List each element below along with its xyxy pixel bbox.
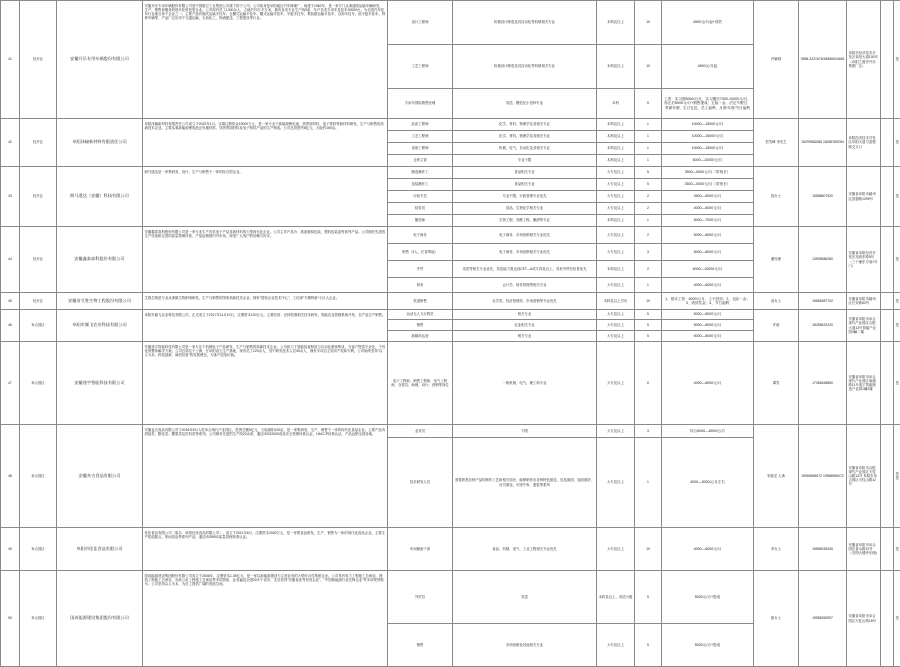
contact-person: 许威 <box>754 310 799 342</box>
job-education: 大专及以上 <box>597 624 635 667</box>
job-position: 销售 <box>388 624 453 667</box>
job-count: 1 <box>635 438 662 528</box>
job-major: 专业不限，行政管理专业优先 <box>453 191 597 203</box>
spacer-cell <box>881 227 894 293</box>
job-education: 本科及以上 <box>597 261 635 278</box>
job-position: 外贸 <box>388 261 453 278</box>
job-major: 专业不限 <box>453 155 597 167</box>
contact-phone: 15299962085 18255769254 <box>799 119 847 167</box>
job-education: 大专及以上 <box>597 310 635 320</box>
contact-phone: 15655387702 <box>799 293 847 310</box>
job-count: 6 <box>635 342 662 425</box>
company-area: 经开区 <box>20 119 57 167</box>
company-name: 国成能源建设集团股份有限公司 <box>57 571 143 667</box>
spacer-cell <box>881 310 894 342</box>
job-major: 需要熟悉各种产品的制作工艺和相关知识，能够制作出各种特色面包，包括面团、加面面饼、吐司面包、可颂牛角、蛋挞等系列 <box>453 438 597 528</box>
company-address: 安徽省阜阳市阜合园区香山路12号（安图大楼旁东侧) <box>847 528 881 571</box>
table-row <box>1 310 900 320</box>
job-count: 1 <box>635 143 662 155</box>
job-count: 5 <box>635 624 662 667</box>
company-description: 朗马遗达是一家集研发、设计、生产与销售于一体的综合型企业。 <box>143 167 388 227</box>
company-address: 安徽省阜阳市阜合现代产业园区合肥大道13号智能产业园4幢二楼 <box>847 310 881 342</box>
remark: 是 <box>894 293 900 310</box>
job-count: 1 <box>635 131 662 143</box>
job-education: 本科及以上 <box>597 131 635 143</box>
contact-person: 高女士 <box>754 293 799 310</box>
job-education: 本科 <box>597 89 635 119</box>
job-education: 大专及以上 <box>597 244 635 261</box>
company-address: 阜阳经济技术开发区阜阳大道与富强路交叉口 <box>847 119 881 167</box>
spacer-cell <box>881 1 894 119</box>
job-salary: 10000—15000元/月 <box>662 143 754 155</box>
job-education: 大专及以上 <box>597 191 635 203</box>
contact-person: 钱女士 <box>754 167 799 227</box>
job-count: 1 <box>635 119 662 131</box>
spacer-cell <box>881 528 894 571</box>
job-major: 英语等相关专业优先，英语能力需达到CET—6或专四及以上，具有外贸经验者优先 <box>453 261 597 278</box>
job-count: 3 <box>635 244 662 261</box>
table-row <box>1 119 900 131</box>
job-major: 食品相关专业 <box>453 179 597 191</box>
job-position: 工艺工程师 <box>388 45 453 89</box>
job-count: 10 <box>635 293 662 310</box>
job-major: 机械设计制造及其自动化等机械相关专业 <box>453 1 597 45</box>
job-salary: 工资：实习期5000元/月，实习期后7000-10000元/月，转正后5000元/月+销售提成；五险一金、法定节假日、带薪年假、生日礼包、员工福利、月度/年度/节日福利 <box>662 89 754 119</box>
job-position: 车间储备干部 <box>388 528 453 571</box>
company-area: 阜合园区 <box>20 425 57 528</box>
job-position: 业务员 <box>388 425 453 438</box>
job-major: 会计学、财务管理等相关专业 <box>453 278 597 293</box>
job-major: 相关专业 <box>453 310 597 320</box>
job-count: 5 <box>635 167 662 179</box>
company-address: 安徽省阜阳市颍州区富强路1299号 <box>847 167 881 227</box>
job-education: 本科及以上、英语六级 <box>597 571 635 624</box>
job-count: 5 <box>635 571 662 624</box>
job-major: 机械、电气、自动化及其相关专业 <box>453 143 597 155</box>
job-position: 酿造师 <box>388 215 453 227</box>
job-salary: 10000—15000元/月 <box>662 131 754 143</box>
job-education: 大专及以上 <box>597 320 635 331</box>
company-name: 阜阳市佳佳食品有限公司 <box>57 528 143 571</box>
company-address: 安徽省阜阳经济开发区光明东路9号（三十铺东方南1号门） <box>847 227 881 293</box>
job-education: 大专及以上 <box>597 227 635 244</box>
job-major: 不限 <box>453 425 597 438</box>
job-major: 生物工程、发酵工程、酿酒等专业 <box>453 215 597 227</box>
spacer-cell <box>881 167 894 227</box>
remark: 是 <box>894 167 900 227</box>
remark: 是 <box>894 571 900 667</box>
job-salary: 5000—8000元/月 <box>662 310 754 320</box>
company-address: 安徽省阜阳市阜合园区天柱山路18号 <box>847 571 881 667</box>
job-education: 大专及以上 <box>597 528 635 571</box>
table-row <box>1 425 900 438</box>
remark: 是 <box>894 227 900 293</box>
job-major: 化学、材料、物理学及其相关专业 <box>453 119 597 131</box>
job-major: 食品相关专业 <box>453 167 597 179</box>
job-position: 运动无人飞行教员 <box>388 310 453 320</box>
contact-phone: 0558-2221676/18856024465 <box>799 1 847 119</box>
job-salary: 3500—5000元/月（带班长） <box>662 167 754 179</box>
company-area: 阜合园区 <box>20 310 57 342</box>
job-salary: 4000—6000元/月 <box>662 528 754 571</box>
company-area: 阜合园区 <box>20 342 57 425</box>
job-education: 大专及以上 <box>597 438 635 528</box>
company-description: 阜阳市颍飞农业科技有限公司，正式成立于2017年11月10日，注册资本100万元。主要经营：农林牧渔相关技术研发；智能农业管理系统开发；农产品生产销售。 <box>143 310 388 342</box>
job-position: 财务 <box>388 278 453 293</box>
job-position: 销售（3人、长春等地） <box>388 244 453 261</box>
remark: 是 <box>894 310 900 342</box>
company-description: 安徽鑫泰高科股份有限公司是一家专业生产各类电子产品及新材料的大型现代化企业。公司主导产品为：纸质蜂窝包装、塑料包装盒等系列产品。公司拥有先进的生产设备和完善的质量管理体系，产品远销国内外市场，深受广大客户的信赖与好评。 <box>143 227 388 293</box>
spacer-cell <box>881 571 894 667</box>
job-count: 5 <box>635 310 662 320</box>
job-salary: 4000—6000元/月 <box>662 203 754 215</box>
job-major: 英语 <box>453 571 597 624</box>
job-position: 设备工程师 <box>388 143 453 155</box>
company-name: 安徽鑫泰高科股份有限公司 <box>57 227 143 293</box>
job-major: 机械设计制造及其自动化等机械相关专业 <box>453 45 597 89</box>
job-position: 销售 <box>388 320 453 331</box>
contact-person: 贺雪峰 李先生 <box>754 119 799 167</box>
company-number: 43 <box>1 167 20 227</box>
company-area: 经开区 <box>20 293 57 310</box>
job-major: 市场营销及其他相关专业 <box>453 624 597 667</box>
company-area: 经开区 <box>20 1 57 119</box>
company-number: 48 <box>1 425 20 528</box>
company-description: 安徽麦吉食品有限公司于2016年5月入驻阜合现代产业园区，投资总额5亿元，占地面积120亩，是一家集研发、生产、销售于一体的现代化食品企业。主要产品有烘焙类、膨化类、糖果类及饮料类等系列。公司拥有先进的生产线20余条，通过ISO22000食品安全管理体系认证、HACCP体系认证，产品远销全国各地。 <box>143 425 388 528</box>
job-position: 工艺工程师 <box>388 131 453 143</box>
job-salary: 4000—5000元/月左右 <box>662 438 754 528</box>
job-major: 相关专业 <box>453 331 597 342</box>
contact-phone: 17356455850 <box>799 342 847 425</box>
spacer-cell <box>881 293 894 310</box>
company-name: 安徽省艾胜生物工程股份有限公司 <box>57 293 143 310</box>
job-major: 英语、俄语及小语种专业 <box>453 89 597 119</box>
contact-phone: 13905586280 <box>799 227 847 293</box>
job-position: 包装操作工 <box>388 179 453 191</box>
contact-person: 唐女士 <box>754 571 799 667</box>
job-count: 1 <box>635 215 662 227</box>
job-position: 新媒体运营 <box>388 331 453 342</box>
contact-person: 许辅城 <box>754 1 799 119</box>
job-salary: 4000—8000元/月 <box>662 342 754 425</box>
job-count: 10 <box>635 1 662 45</box>
job-count: 10 <box>635 528 662 571</box>
company-name: 阜阳泽榆新材料有限责任公司 <box>57 119 143 167</box>
table-row <box>1 167 900 179</box>
company-description: 国成能源建设集团股份有限公司成立于2006年，注册资本1.05亿元，是一家以新能源建设为主营业务的大型综合性集团企业。公司具有电力工程施工总承包、建筑工程施工总承包、市政公用工程施工总承包等多项资质，业务遍及全国20多个省市，先后获得"安徽省优秀民营企业"、"中国新能源行业先锋企业"等多项荣誉称号。公司坚持以人为本，为员工提供广阔的发展空间。 <box>143 571 388 667</box>
job-count: 1 <box>635 278 662 293</box>
job-salary: 6000—10000元/月 <box>662 261 754 278</box>
job-position: 品质工程师 <box>388 119 453 131</box>
company-area: 阜合园区 <box>20 528 57 571</box>
table-row <box>1 528 900 571</box>
job-position: 设计工程师 <box>388 1 453 45</box>
job-count: 5 <box>635 320 662 331</box>
company-number: 47 <box>1 342 20 425</box>
job-position: 渠道销售 <box>388 293 453 310</box>
company-address: 阜阳市经济技术开发区阜阳大道100号（阜阳之窗旁开乐集团厂区） <box>847 1 881 119</box>
job-position: 外贸员 <box>388 571 453 624</box>
job-position: 电子商务 <box>388 227 453 244</box>
contact-person: 李女士 <box>754 528 799 571</box>
table-row <box>1 227 900 244</box>
job-salary: 5000—8000元/月 <box>662 331 754 342</box>
job-position: 技术研发人员 <box>388 438 453 528</box>
job-salary: 4500元/月起 <box>662 45 754 89</box>
company-description: 安徽逸宇智能科技有限公司是一家专注于机械电子产品研发、生产与销售的高新技术企业。公司致力于智能装备制造与自动化系统集成，为客户提供专业化、个性化的整体解决方案。公司总部位于上海，在阜阳设立生产基地，现有员工120余人，其中研发技术人员30余人，拥有多项自主知识产权和专利。公司始终坚持"以人为本、科技创新、诚信经营"的发展理念，为客户创造价值。 <box>143 342 388 425</box>
spacer-cell <box>881 425 894 528</box>
company-address: 安徽省阜阳市颍州区长安路62号 <box>847 293 881 310</box>
job-major: 食品、机械、电气、工业工程相关专业优先 <box>453 528 597 571</box>
job-major: 电子商务、市场营销相关专业优先 <box>453 227 597 244</box>
contact-phone: 19965350997 <box>799 571 847 667</box>
job-education: 本科及以上 <box>597 143 635 155</box>
company-description: 安徽开乐专用车辆股份有限公司是中国航空工业集团公司旗下的子公司。公司前身是阜阳地区汽车修理厂，始建于1962年，是一家专门从事道路运输车辆研发、生产、销售和服务的现代化科技型企业。公司现有员工1200余人，占地约70万平方米，拥有各类专业生产线9条，年产各类专用车及挂车20000台。为全国汽车挂车行业重点骨干企业之一。主要产品有厢式运输半挂车、仓栅式运输半挂车、罐式运输半挂车、平板半挂车、集装箱运输半挂车、自卸半挂车、低平板半挂车、特种车辆等，产品广泛应用于交通运输、石油化工、物流配送、工程建设等行业。 <box>143 1 388 119</box>
job-salary: 6000—10000元/月 <box>662 155 754 167</box>
job-count: 2 <box>635 203 662 215</box>
job-position: 专用车国际销售经理 <box>388 89 453 119</box>
company-description: 阜阳泽榆新材料有限责任公司成立于2022年1月，实缴注册资金15000万元，是一家专业于新能源锂电池、热界面材料、电子浆料等新材料研发、生产与销售的高新技术企业。主要从事新能源锂电池正负极材料、导热界面材料及电子浆料产品的生产制造。公司总投资约8亿元，占地约150亩。 <box>143 119 388 167</box>
company-area: 经开区 <box>20 167 57 227</box>
company-address: 安徽省阜阳市阜合现代产业园区巢湖路11号逸宇智能制造产业园1幢2楼 <box>847 342 881 425</box>
job-salary: 3500—5000元/月（带班长） <box>662 179 754 191</box>
job-major: 一般机械、电气、理工科专业 <box>453 342 597 425</box>
company-number: 50 <box>1 571 20 667</box>
job-count: 5 <box>635 89 662 119</box>
company-number: 49 <box>1 528 20 571</box>
remark: 是 是 <box>894 425 900 528</box>
job-count: 5 <box>635 179 662 191</box>
job-education: 大专及以上 <box>597 203 635 215</box>
company-name: 安徽逸宇智能科技有限公司 <box>57 342 143 425</box>
company-description: 艾胜生物是专业从事微生物制剂研发、生产与销售的国家高新技术企业，拥有"国家企业技术中心"，工信部"专精特新"小巨人企业。 <box>143 293 388 310</box>
job-education: 本科及以上 <box>597 45 635 89</box>
table-row <box>1 293 900 310</box>
table-row <box>1 1 900 45</box>
job-salary: 5000—8000元/月 <box>662 227 754 244</box>
job-education: 本科及以上 <box>597 155 635 167</box>
job-count: 2 <box>635 261 662 278</box>
company-area: 经开区 <box>20 227 57 293</box>
job-salary: 5000元/月+提成 <box>662 571 754 624</box>
job-salary: 4000—6000元/月 <box>662 278 754 293</box>
job-major: 食品、生物化学相关专业 <box>453 203 597 215</box>
table-row <box>1 571 900 624</box>
job-position: 行政专员 <box>388 191 453 203</box>
company-name: 安徽麦吉食品有限公司 <box>57 425 143 528</box>
job-education: 本科及以上学历 <box>597 293 635 310</box>
job-count: 2 <box>635 227 662 244</box>
job-count: 10 <box>635 45 662 89</box>
company-name: 安徽开乐专用车辆股份有限公司 <box>57 1 143 119</box>
job-education: 大专及以上 <box>597 278 635 293</box>
remark: 是 <box>894 342 900 425</box>
job-salary: 5000元/月+提成 <box>662 624 754 667</box>
job-education: 大专及以上 <box>597 425 635 438</box>
remark: 是 <box>894 528 900 571</box>
company-area: 阜合园区 <box>20 571 57 667</box>
job-major: 农业相关专业 <box>453 320 597 331</box>
job-count: 1 <box>635 155 662 167</box>
contact-person: 谭雪 <box>754 342 799 425</box>
job-position: 电子工程师、销售工程师、电气工程师、仓管员、助理、设计、营销等岗位 <box>388 342 453 425</box>
job-position: 酿造操作工 <box>388 167 453 179</box>
job-salary: 5000—7000元/月 <box>662 215 754 227</box>
job-salary: 5000—8000元/月 <box>662 320 754 331</box>
contact-person: 谢经理 <box>754 227 799 293</box>
job-education: 大专及以上 <box>597 167 635 179</box>
company-name: 阜阳市颍飞农业科技有限公司 <box>57 310 143 342</box>
job-major: 化学、材料、物理学及其相关专业 <box>453 131 597 143</box>
job-count: 2 <box>635 191 662 203</box>
job-count: 3 <box>635 425 662 438</box>
job-count: 5 <box>635 331 662 342</box>
job-position: 仓库主管 <box>388 155 453 167</box>
remark: 是 <box>894 1 900 119</box>
job-education: 本科及以上 <box>597 215 635 227</box>
contact-phone: 18255622220 <box>799 310 847 342</box>
company-number: 44 <box>1 227 20 293</box>
job-salary: 综合5000—8000元/月 <box>662 425 754 438</box>
table-row <box>1 342 900 425</box>
remark: 是 <box>894 119 900 167</box>
contact-phone: 19965596072 19965596072 <box>799 425 847 528</box>
company-description: 佳佳食品有限公司（原名：阜阳佳佳食品有限公司），成立于2011年6月，注册资本2000万元，是一家集食品研发、生产、销售为一体的现代化食品企业。主要生产烘焙糕点、休闲食品等系列产品，通过ISO9001质量管理体系认证。 <box>143 528 388 571</box>
job-salary: 10000—15000元/月 <box>662 119 754 131</box>
job-salary: 4500元/月起+绩效 <box>662 1 754 45</box>
job-education: 大专及以上 <box>597 342 635 425</box>
job-education: 本科及以上 <box>597 119 635 131</box>
company-number: 42 <box>1 119 20 167</box>
company-name: 朗马遗达（安徽）科技有限公司 <box>57 167 143 227</box>
job-major: 农学类、经济管理类、市场营销等专业优先 <box>453 293 597 310</box>
job-education: 本科及以上 <box>597 1 635 45</box>
job-salary: 1、基本工资：6000元/月，上不封顶；2、五险一金；3、绩效奖金；4、节日福利 <box>662 293 754 310</box>
contact-phone: 15555035345 <box>799 528 847 571</box>
job-education: 大专及以上 <box>597 179 635 191</box>
job-major: 电子商务、市场营销相关专业优先 <box>453 244 597 261</box>
job-education: 大专及以上 <box>597 331 635 342</box>
job-salary: 3500—5000元/月 <box>662 191 754 203</box>
spacer-cell <box>881 342 894 425</box>
company-number: 41 <box>1 1 20 119</box>
company-number: 45 <box>1 293 20 310</box>
contact-person: 朱晓艺 人事 <box>754 425 799 528</box>
company-number: 46 <box>1 310 20 342</box>
job-salary: 5000—8000元/月 <box>662 244 754 261</box>
company-address: 安徽省阜阳市合肥现代产业园区天柱山路12号 阜阳市阜合园区天柱山路12号 <box>847 425 881 528</box>
spacer-cell <box>881 119 894 167</box>
contact-phone: 15556807920 <box>799 167 847 227</box>
job-position: 检验员 <box>388 203 453 215</box>
